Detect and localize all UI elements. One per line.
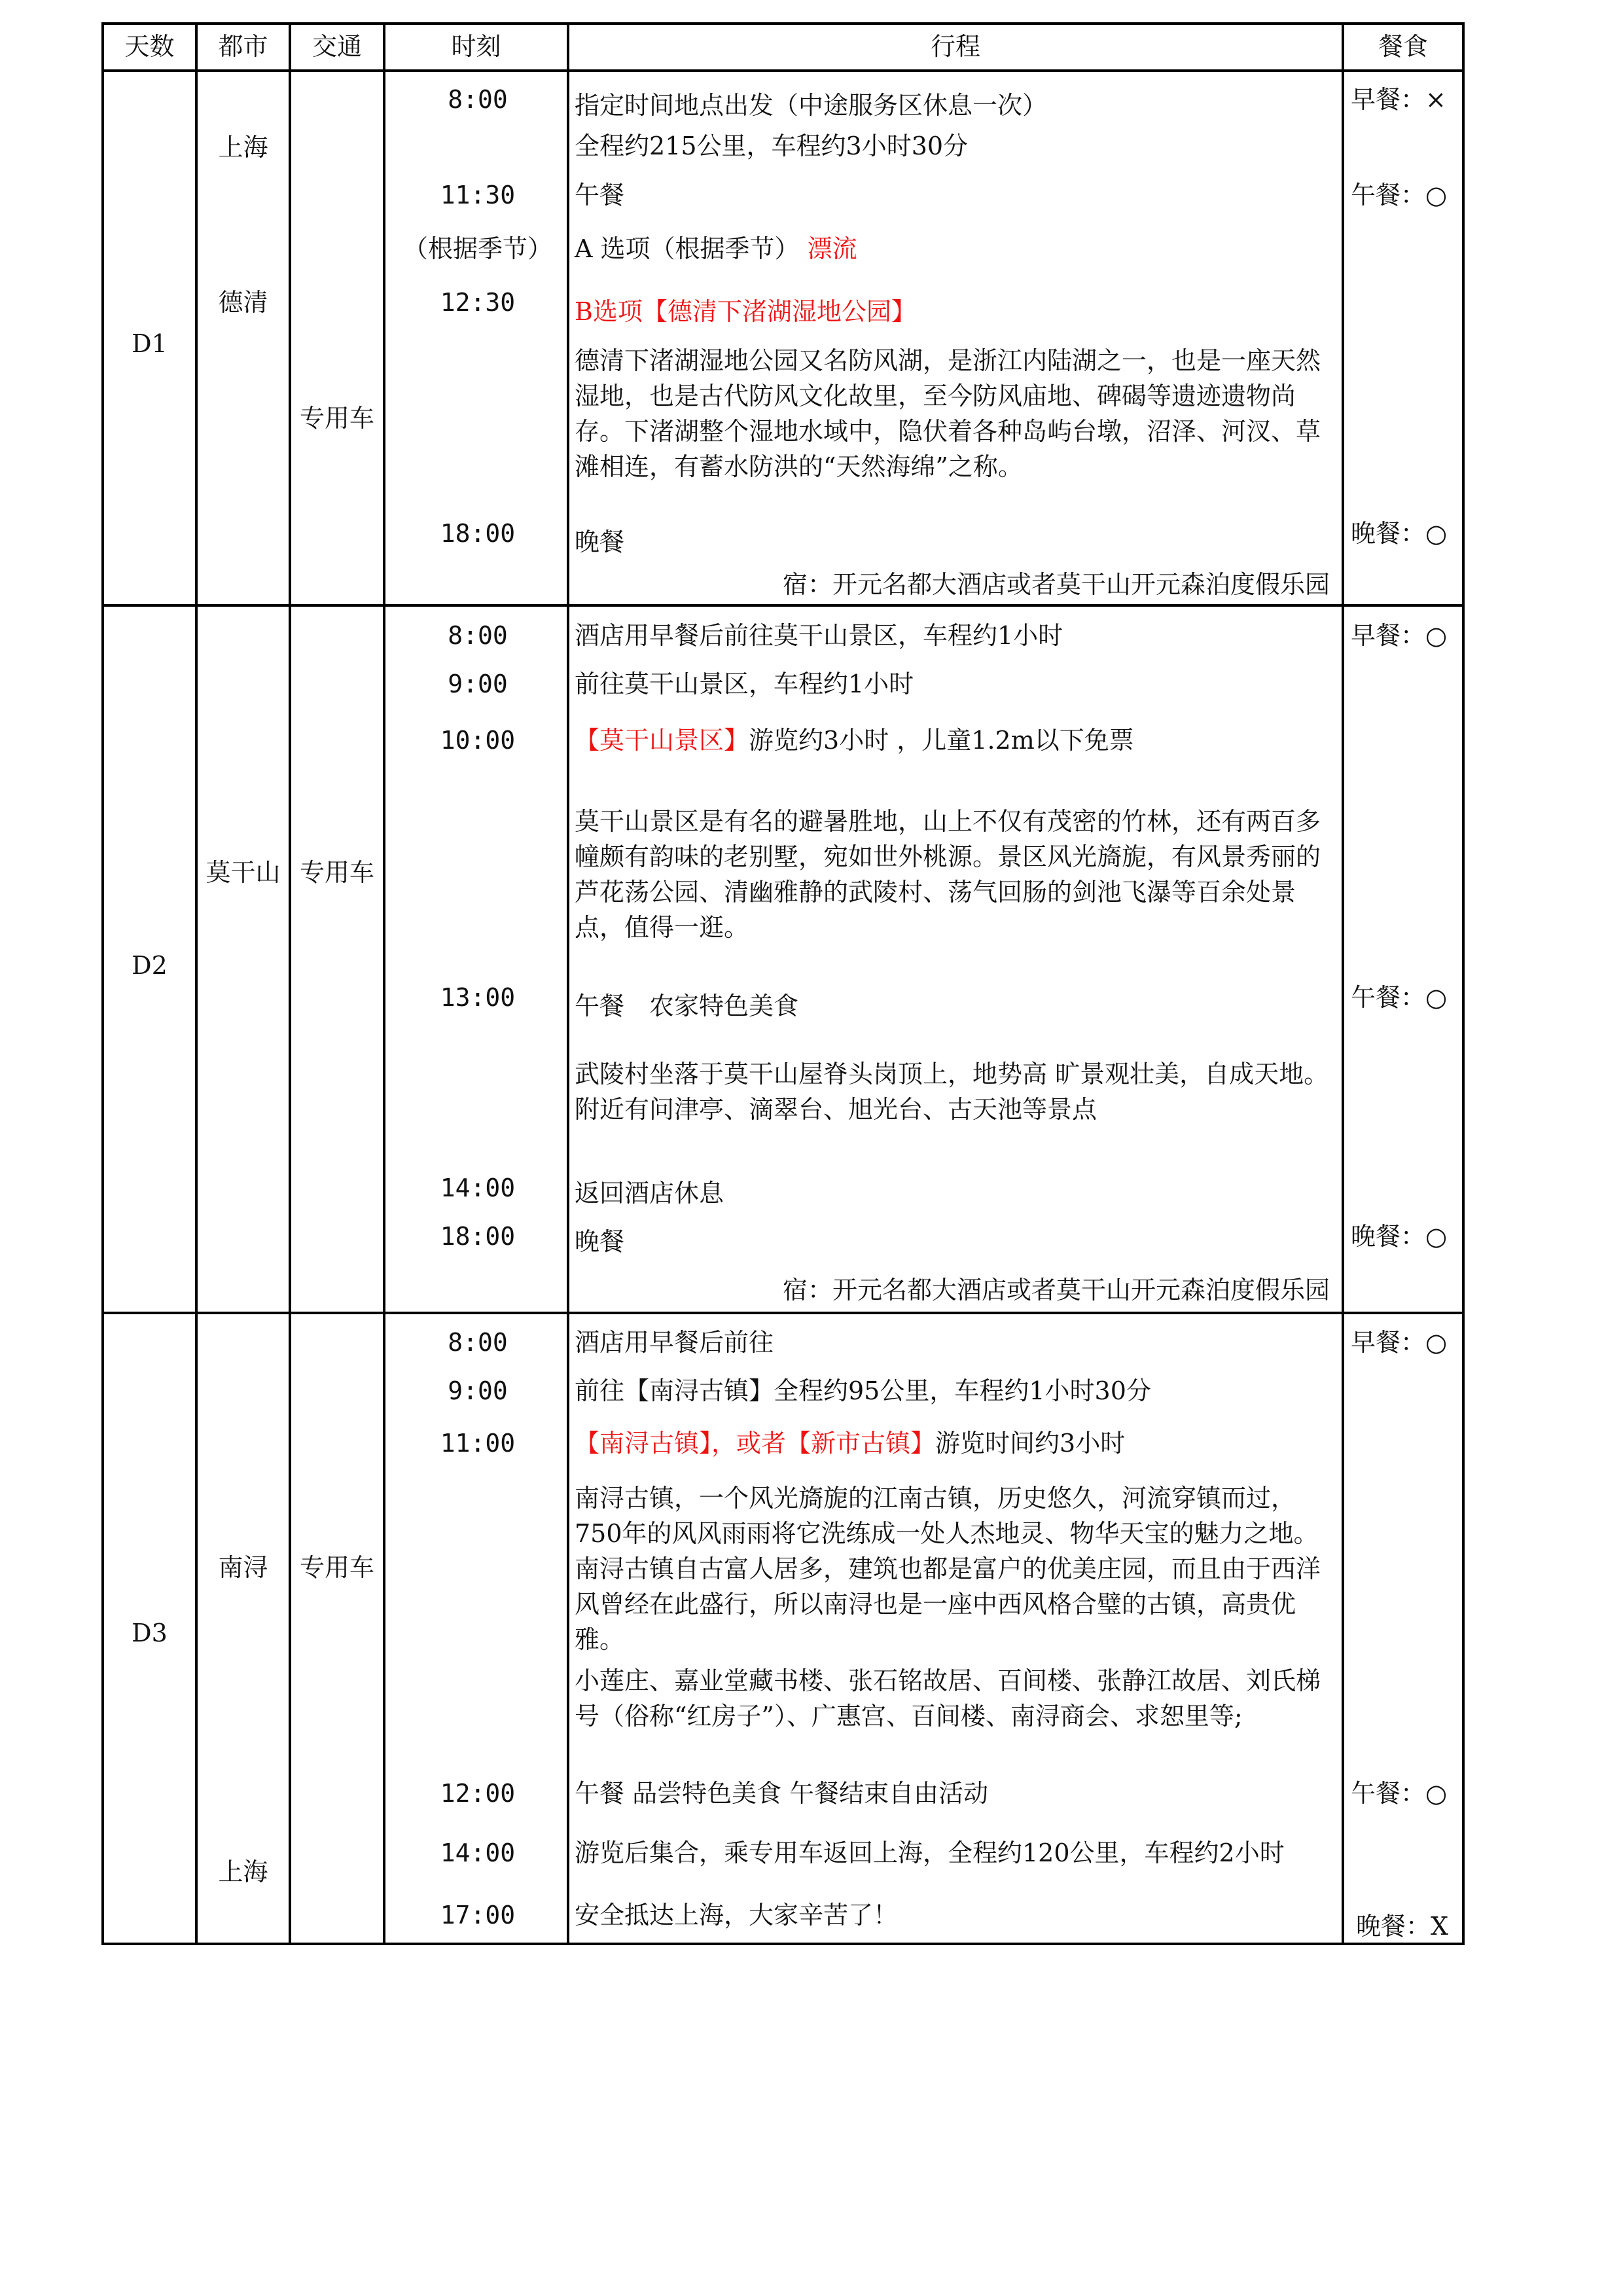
itinerary-d1-lunch: 午餐 bbox=[575, 181, 625, 209]
itinerary-d3-transfer: 前往【南浔古镇】全程约95公里，车程约1小时30分 bbox=[575, 1376, 1151, 1405]
itinerary-d3-towns bbox=[575, 1427, 1125, 1460]
column-divider-transport bbox=[289, 22, 291, 1945]
meal-d2-lunch: 午餐：○ bbox=[1351, 983, 1448, 1012]
table-border-top bbox=[101, 22, 1465, 25]
meal-d1-dinner: 晚餐：○ bbox=[1351, 519, 1448, 548]
itinerary-d2-description: 莫干山景区是有名的避暑胜地，山上不仅有茂密的竹林，还有两百多幢颇有韵味的老别墅，宛如世外桃源。景区风光旖旎，有风景秀丽的芦花荡公园、清幽雅静的武陵村、荡气回肠的剑池飞瀑等百余处景点，值得一逛。 bbox=[575, 807, 1321, 942]
header-time: 时刻 bbox=[451, 32, 501, 61]
time-d3-2: 9:00 bbox=[448, 1376, 508, 1405]
option-a-rafting: 漂流 bbox=[807, 234, 857, 263]
meal-d2-breakfast: 早餐：○ bbox=[1351, 621, 1448, 650]
table-border-left bbox=[101, 22, 104, 1945]
meal-d3-breakfast: 早餐：○ bbox=[1351, 1328, 1448, 1357]
header-day: 天数 bbox=[124, 32, 175, 61]
meal-d1-lunch: 午餐：○ bbox=[1351, 181, 1448, 209]
column-divider-meals bbox=[1342, 22, 1344, 1945]
itinerary-d1-option-b: B选项【德清下渚湖湿地公园】 bbox=[575, 297, 916, 326]
towns-visit-info: 游览时间约3小时 bbox=[935, 1429, 1126, 1458]
itinerary-d1-dinner: 晚餐 bbox=[575, 528, 625, 556]
itinerary-d2-lunch: 午餐 农家特色美食 bbox=[575, 992, 799, 1020]
day-label-d3: D3 bbox=[132, 1619, 168, 1647]
meal-d3-dinner: 晚餐：X bbox=[1356, 1912, 1449, 1941]
time-d1-2: 11:30 bbox=[440, 181, 516, 209]
itinerary-d2-return: 返回酒店休息 bbox=[575, 1179, 724, 1208]
itinerary-d3-description: 南浔古镇，一个风光旖旎的江南古镇，历史悠久，河流穿镇而过，750年的风风雨雨将它洗练成一处人杰地灵、物华天宝的魅力之地。南浔古镇自古富人居多，建筑也都是富户的优美庄园，而且由于西洋风曾经在此盛行，所以南浔也是一座中西风格合璧的古镇，高贵优雅。 bbox=[575, 1484, 1321, 1654]
time-d1-season: （根据季节） bbox=[402, 234, 552, 263]
time-d2-3: 10:00 bbox=[440, 726, 516, 755]
time-d3-3: 11:00 bbox=[440, 1429, 516, 1458]
transport-d1: 专用车 bbox=[299, 404, 374, 433]
itinerary-d1-option-a bbox=[575, 232, 857, 265]
day-label-d1: D1 bbox=[132, 329, 168, 358]
meal-d3-lunch: 午餐：○ bbox=[1351, 1779, 1448, 1808]
itinerary-d2-dinner: 晚餐 bbox=[575, 1227, 625, 1256]
itinerary-d3-breakfast: 酒店用早餐后前往 bbox=[575, 1328, 774, 1357]
time-d1-3: 12:30 bbox=[440, 288, 516, 317]
itinerary-d2-scenic bbox=[575, 724, 1134, 757]
itinerary-d2-breakfast: 酒店用早餐后前往莫干山景区，车程约1小时 bbox=[575, 621, 1063, 650]
itinerary-d3-return: 游览后集合，乘专用车返回上海，全程约120公里，车程约2小时 bbox=[575, 1839, 1285, 1867]
day-label-d2: D2 bbox=[132, 951, 168, 980]
itinerary-d1-depart: 指定时间地点出发（中途服务区休息一次） bbox=[575, 91, 1048, 120]
header-itinerary: 行程 bbox=[930, 32, 980, 61]
time-d3-5: 14:00 bbox=[440, 1839, 516, 1867]
day-divider-d2 bbox=[101, 1312, 1465, 1314]
time-d2-5: 14:00 bbox=[440, 1174, 516, 1202]
itinerary-d1-distance: 全程约215公里，车程约3小时30分 bbox=[575, 132, 969, 160]
hotel-d1: 宿：开元名都大酒店或者莫干山开元森泊度假乐园 bbox=[782, 570, 1330, 599]
header-city: 都市 bbox=[218, 32, 268, 61]
header-meals: 餐食 bbox=[1378, 32, 1428, 61]
meal-d1-breakfast: 早餐：× bbox=[1351, 85, 1446, 114]
nanxun-xinshi-towns: 【南浔古镇】，或者【新市古镇】 bbox=[575, 1429, 936, 1458]
itinerary-d2-wuling: 武陵村坐落于莫干山屋脊头岗顶上，地势高 旷景观壮美，自成天地。附近有问津亭、滴翠台、旭光台、古天池等景点 bbox=[575, 1060, 1329, 1124]
time-d2-2: 9:00 bbox=[448, 670, 508, 698]
city-deqing: 德清 bbox=[218, 288, 268, 317]
itinerary-d1-description: 德清下渚湖湿地公园又名防风湖，是浙江内陆湖之一，也是一座天然湿地，也是古代防风文化故里，至今防风庙地、碑碣等遗迹遗物尚存。下渚湖整个湿地水域中，隐伏着各种岛屿台墩，沼泽、河汊、草滩相连，有蓄水防洪的“天然海绵”之称。 bbox=[575, 346, 1321, 481]
time-d3-1: 8:00 bbox=[448, 1328, 508, 1357]
hotel-d2: 宿：开元名都大酒店或者莫干山开元森泊度假乐园 bbox=[782, 1276, 1330, 1304]
header-divider bbox=[101, 69, 1465, 72]
itinerary-d3-lunch: 午餐 品尝特色美食 午餐结束自由活动 bbox=[575, 1779, 989, 1808]
city-shanghai-return: 上海 bbox=[218, 1857, 268, 1886]
table-border-bottom bbox=[101, 1943, 1465, 1945]
time-d2-6: 18:00 bbox=[440, 1222, 516, 1251]
table-border-right bbox=[1462, 22, 1465, 1945]
time-d1-1: 8:00 bbox=[448, 85, 508, 114]
city-nanxun: 南浔 bbox=[218, 1553, 268, 1582]
itinerary-d2-transfer: 前往莫干山景区，车程约1小时 bbox=[575, 670, 914, 698]
day-divider-d1 bbox=[101, 604, 1465, 607]
time-d2-4: 13:00 bbox=[440, 983, 516, 1012]
column-divider-itinerary bbox=[567, 22, 569, 1945]
city-moganshan: 莫干山 bbox=[205, 858, 281, 887]
time-d3-4: 12:00 bbox=[440, 1779, 516, 1808]
option-a-label: A 选项（根据季节） bbox=[575, 234, 808, 263]
itinerary-d3-arrive: 安全抵达上海，大家辛苦了！ bbox=[575, 1901, 899, 1929]
time-d3-6: 17:00 bbox=[440, 1901, 516, 1929]
time-d2-1: 8:00 bbox=[448, 621, 508, 650]
transport-d3: 专用车 bbox=[299, 1553, 374, 1582]
time-d1-4: 18:00 bbox=[440, 519, 516, 548]
transport-d2: 专用车 bbox=[299, 858, 374, 887]
city-shanghai: 上海 bbox=[218, 133, 268, 162]
moganshan-scenic-area: 【莫干山景区】 bbox=[575, 726, 749, 755]
itinerary-d3-sights: 小莲庄、嘉业堂藏书楼、张石铭故居、百间楼、张静江故居、刘氏梯号（俗称“红房子”）、广惠宫、百间楼、南浔商会、求恕里等; bbox=[575, 1666, 1321, 1731]
scenic-visit-info: 游览约3小时 ，儿童1.2m以下免票 bbox=[749, 726, 1134, 755]
meal-d2-dinner: 晚餐：○ bbox=[1351, 1222, 1448, 1251]
column-divider-time bbox=[383, 22, 385, 1945]
header-transport: 交通 bbox=[312, 32, 362, 61]
